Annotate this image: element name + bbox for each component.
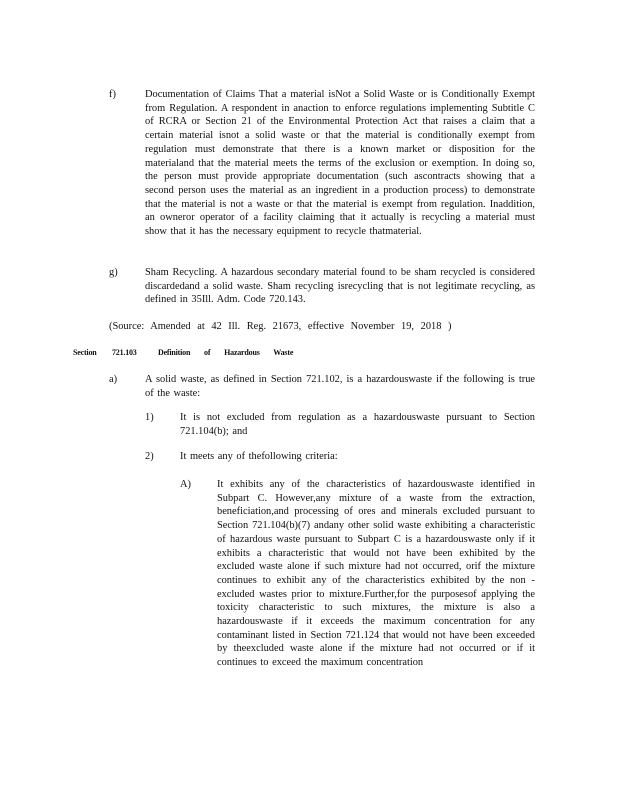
paragraph-f-text: Documentation of Claims That a material isNot a Solid Waste or is Conditionally Exempt from Regulation. A respondent in anaction to enforce regulations implementing Subtitle C of RCRA or Section 21 of the Environmental Protection Act that raises a claim that a certain material isnot a solid waste or that the material is conditionally exempt from regulation must demonstrate that there is a known market or disposition for the materialand that the material meets the terms of the exclusion or exemption. In doing so, the person must provide appropriate documentation (such ascontracts showing that a second person uses the material as an ingredient in a production process) to demonstrate that the material is not a waste or that the material is exempt from regulation. Inaddition, an owneror operator of a facility claiming that it actually is recycling a material must show that it has the necessary equipment to recycle thatmaterial. — [145, 89, 535, 238]
paragraph-f-label: f) — [109, 89, 116, 100]
paragraph-g-text: Sham Recycling. A hazardous secondary material found to be sham recycled is considered discardedand a solid waste. Sham recycling isrecycling that is not legitimate recycling, as defined in 35Ill. Adm. Code 720.143. — [145, 267, 535, 306]
item-1-label: 1) — [145, 412, 154, 423]
section-title: Definition of Hazardous Waste — [158, 348, 294, 357]
subsection-a-label: a) — [109, 374, 118, 385]
item-1-text: It is not excluded from regulation as a hazardouswaste pursuant to Section 721.104(b); and — [180, 412, 535, 437]
subsection-a-text: A solid waste, as defined in Section 721.102, is a hazardouswaste if the following is true of the waste: — [145, 374, 535, 399]
source-note: (Source: Amended at 42 Ill. Reg. 21673, effective November 19, 2018 ) — [109, 321, 452, 332]
section-word: Section — [73, 348, 97, 357]
section-number: 721.103 — [112, 348, 137, 357]
item-A-text: It exhibits any of the characteristics of hazardouswaste identified in Subpart C. However,any mixture of a waste from the extraction, beneficiation,and processing of ores and minerals excluded pursuant to Section 721.104(b)(7) andany other solid waste exhibiting a characteristic of hazardous waste pursuant to Subpart C is a hazardouswaste only if it exhibits a characteristic that would not have been exhibited by the excluded waste alone if such mixture had not occurred, orif the mixture continues to exhibit any of the characteristics exhibited by the non -excluded wastes prior to mixture.Further,for the purposesof applying the toxicity characteristic to such mixtures, the mixture is also a hazardouswaste if it exceeds the maximum concentration for any contaminant listed in Section 721.124 that would not have been exceeded by theexcluded waste alone if the mixture had not occurred or if it continues to exceed the maximum concentration — [217, 479, 535, 669]
item-2-text: It meets any of thefollowing criteria: — [180, 451, 338, 462]
item-A-label: A) — [180, 479, 191, 490]
paragraph-g-label: g) — [109, 267, 118, 278]
item-2-label: 2) — [145, 451, 154, 462]
